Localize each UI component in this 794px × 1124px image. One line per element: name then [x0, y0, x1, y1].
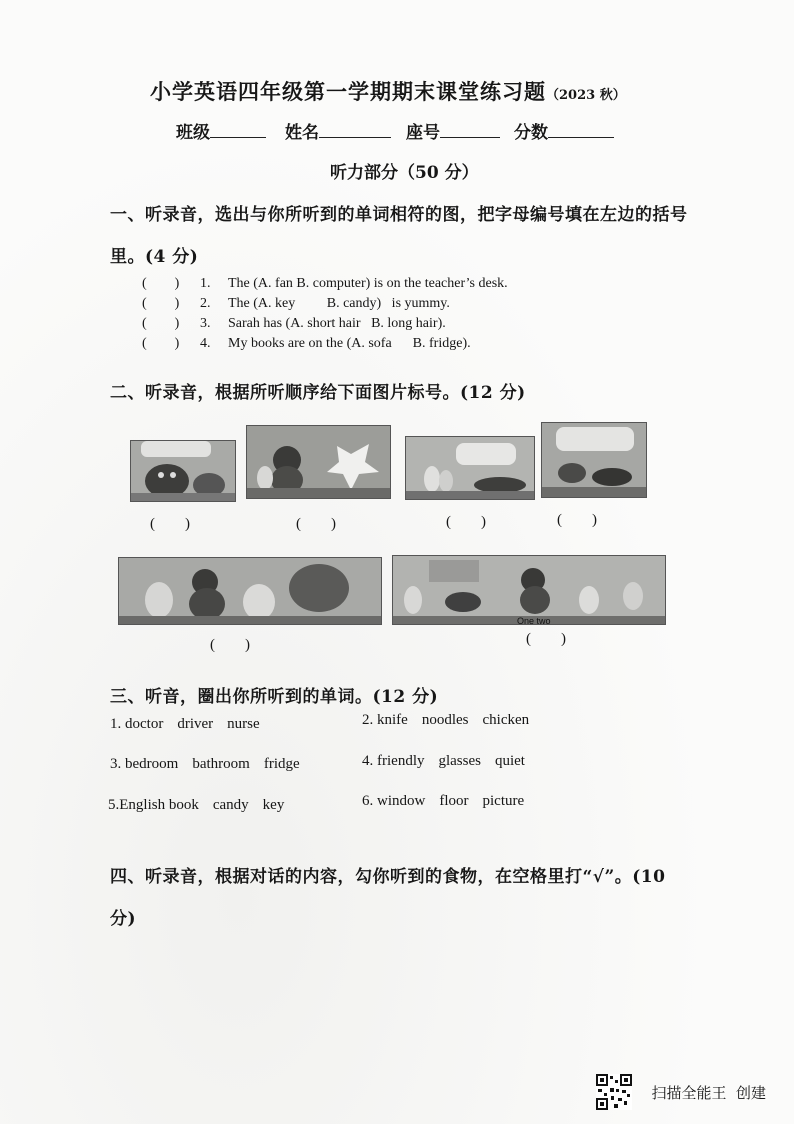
word-group-3 [110, 756, 314, 773]
answer-paren[interactable]: ( ) [142, 316, 180, 331]
order-paren-5[interactable]: ( ) [210, 637, 250, 653]
name-blank[interactable] [319, 121, 391, 138]
word-option[interactable]: knife [377, 712, 408, 728]
word-option[interactable]: doctor [125, 716, 164, 732]
question-text: My books are on the (A. sofa B. fridge). [228, 336, 471, 351]
story-picture-2 [246, 425, 391, 499]
seat-blank[interactable] [440, 121, 500, 138]
question-text: The (A. fan B. computer) is on the teacher’s desk. [228, 276, 508, 291]
group-number: 6. [362, 793, 374, 809]
group-number: 3. [110, 756, 122, 772]
order-paren-4[interactable]: ( ) [557, 512, 597, 528]
section4-heading-line1: 四、听录音，根据对话的内容，勾你听到的食物，在空格里打“√”。(10 [110, 867, 666, 887]
group-number: 2. [362, 712, 374, 728]
order-paren-1[interactable]: ( ) [150, 516, 190, 532]
question-number: 2. [200, 296, 211, 311]
word-group-5 [108, 797, 298, 814]
word-group-2 [362, 712, 543, 729]
year-note: （2023 秋） [546, 88, 626, 103]
scanner-watermark: 扫描全能王 创建 [651, 1084, 766, 1102]
question-number: 4. [200, 336, 211, 351]
story-picture-5 [118, 557, 382, 625]
word-option[interactable]: driver [177, 716, 214, 732]
question-number: 1. [200, 276, 211, 291]
question-4 [142, 332, 471, 352]
class-blank[interactable] [210, 121, 266, 138]
seat-label: 座号 [406, 123, 440, 143]
section1-heading-line1: 一、听录音，选出与你所听到的单词相符的图，把字母编号填在左边的括号 [110, 205, 688, 225]
section4-heading-line2: 分) [110, 909, 137, 929]
question-text: Sarah has (A. short hair B. long hair). [228, 316, 446, 331]
word-option[interactable]: bedroom [125, 756, 179, 772]
score-field [514, 118, 614, 143]
name-label: 姓名 [285, 123, 319, 143]
group-number: 5. [108, 797, 120, 813]
word-option[interactable]: friendly [377, 753, 425, 769]
question-number: 3. [200, 316, 211, 331]
question-2 [142, 292, 450, 312]
story-picture-1 [130, 440, 236, 502]
answer-paren[interactable]: ( ) [142, 276, 180, 291]
word-group-4 [362, 753, 539, 770]
answer-paren[interactable]: ( ) [142, 336, 180, 351]
question-3 [142, 312, 446, 332]
listening-section-title: 听力部分（50 分） [330, 163, 479, 183]
story-picture-6 [392, 555, 666, 625]
word-option[interactable]: key [262, 797, 285, 813]
class-label: 班级 [176, 123, 210, 143]
word-option[interactable]: window [377, 793, 426, 809]
section2-heading: 二、听录音，根据所听顺序给下面图片标号。(12 分) [110, 383, 526, 403]
section1-heading-line2: 里。(4 分) [110, 247, 199, 267]
group-number: 1. [110, 716, 122, 732]
score-label: 分数 [514, 123, 548, 143]
qr-code-icon [596, 1074, 632, 1110]
word-option[interactable]: quiet [494, 753, 525, 769]
word-option[interactable]: English book [119, 797, 199, 813]
order-paren-6[interactable]: ( ) [526, 631, 566, 647]
word-option[interactable]: candy [212, 797, 249, 813]
word-option[interactable]: nurse [227, 716, 260, 732]
seat-field [406, 118, 500, 143]
class-field [176, 118, 266, 143]
question-1 [142, 272, 508, 292]
word-option[interactable]: fridge [263, 756, 300, 772]
question-text: The (A. key B. candy) is yummy. [228, 296, 450, 311]
order-paren-3[interactable]: ( ) [446, 514, 486, 530]
word-group-1 [110, 716, 274, 733]
picture-caption: One two [517, 616, 551, 624]
story-picture-4 [541, 422, 647, 498]
word-option[interactable]: chicken [482, 712, 530, 728]
name-field [285, 118, 391, 143]
word-option[interactable]: bathroom [192, 756, 250, 772]
exam-title [150, 76, 626, 106]
section3-heading: 三、听音，圈出你所听到的单词。(12 分) [110, 687, 439, 707]
score-blank[interactable] [548, 121, 614, 138]
answer-paren[interactable]: ( ) [142, 296, 180, 311]
word-option[interactable]: picture [482, 793, 525, 809]
word-option[interactable]: noodles [421, 712, 469, 728]
title-text: 小学英语四年级第一学期期末课堂练习题 [150, 79, 546, 104]
story-picture-3 [405, 436, 535, 500]
group-number: 4. [362, 753, 374, 769]
order-paren-2[interactable]: ( ) [296, 516, 336, 532]
word-option[interactable]: floor [439, 793, 469, 809]
word-option[interactable]: glasses [438, 753, 481, 769]
word-group-6 [362, 793, 538, 810]
